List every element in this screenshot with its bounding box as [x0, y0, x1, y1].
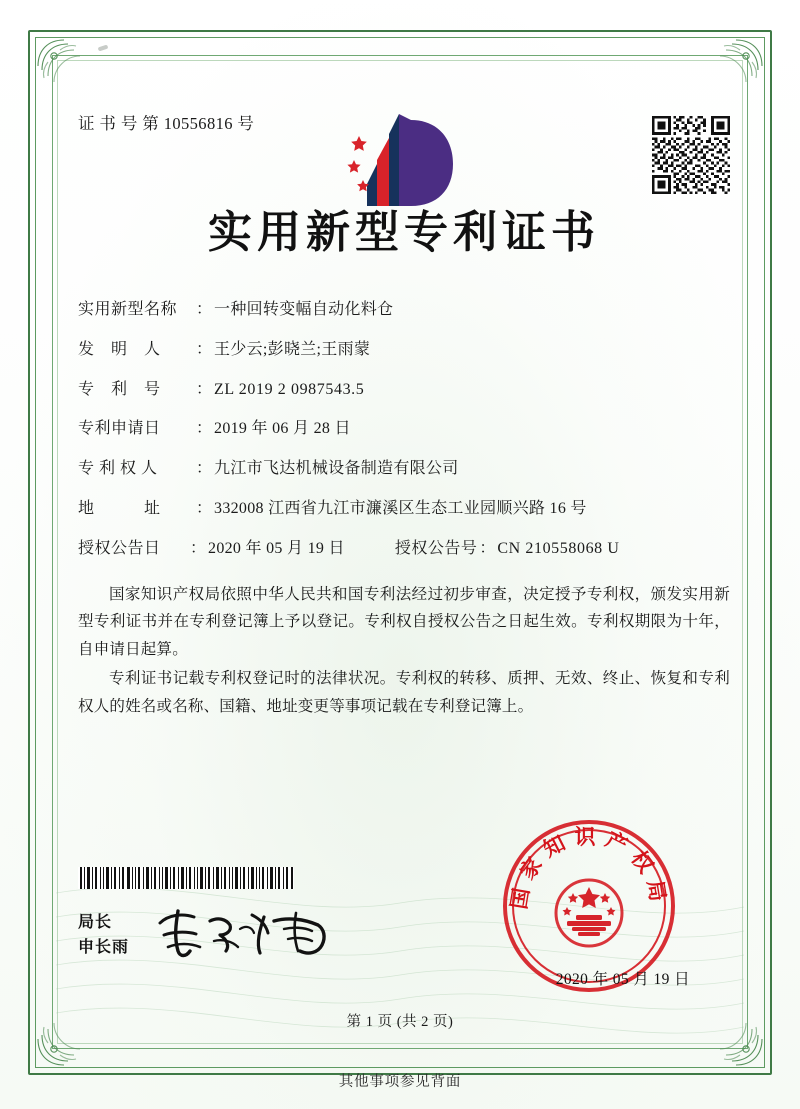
field-value-inventors: 王少云;彭晓兰;王雨蒙 — [214, 340, 371, 358]
field-label-invention-name: 实用新型名称 — [78, 301, 178, 318]
field-label-patentee: 专 利 权 人 — [78, 460, 158, 478]
field-colon-address: ： — [196, 499, 213, 517]
seal-arc-text: 国家知识产权局 — [506, 825, 672, 911]
field-colon-invention-name: ： — [196, 301, 213, 318]
field-value-grant-date: 2020 年 05 月 19 日 — [208, 539, 345, 557]
field-colon-grant-date: ： — [190, 539, 207, 557]
signature-name: 申长雨 — [78, 939, 130, 957]
page-number: 第 1 页 (共 2 页) — [346, 1014, 454, 1030]
field-label-grant-date: 授权公告日 — [78, 539, 161, 557]
patent-fields — [78, 302, 730, 558]
field-value-publication-number: CN 210558068 U — [497, 539, 620, 557]
field-value-application-date: 2019 年 06 月 28 日 — [214, 420, 351, 438]
field-colon-inventors: ： — [196, 340, 213, 358]
handwritten-signature-icon — [152, 905, 342, 961]
field-row-grant-publication — [78, 541, 730, 558]
qr-code-icon — [652, 116, 730, 194]
field-label-publication-number: 授权公告号 — [394, 539, 478, 557]
field-row-patentee — [78, 461, 730, 478]
field-label-patent-number: 专 利 号 — [78, 380, 161, 398]
signature-block — [78, 911, 129, 961]
field-row-invention-name — [78, 302, 730, 319]
field-label-address: 地 址 — [78, 499, 161, 517]
field-group-publication-number — [395, 541, 620, 558]
field-value-patent-number: ZL 2019 2 0987543.5 — [214, 380, 365, 398]
corner-ornament-bottom-left — [34, 995, 108, 1069]
corner-ornament-bottom-right — [692, 995, 766, 1069]
footer-note: 其他事项参见背面 — [338, 1074, 462, 1090]
field-colon-patentee: ： — [196, 460, 213, 478]
field-label-inventors: 发 明 人 — [78, 340, 161, 358]
signature-title: 局长 — [78, 914, 113, 932]
legal-paragraph-2: 专利证书记载专利权登记时的法律状况。专利权的转移、质押、无效、终止、恢复和专利权人的姓名或名称、国籍、地址变更等事项记载在专利登记簿上。 — [78, 670, 730, 715]
field-colon-patent-number: ： — [196, 380, 213, 398]
field-colon-application-date: ： — [196, 420, 213, 438]
field-row-application-date — [78, 421, 730, 438]
field-value-invention-name: 一种回转变幅自动化料仓 — [214, 301, 394, 318]
field-value-patentee: 九江市飞达机械设备制造有限公司 — [214, 460, 459, 478]
field-row-address — [78, 501, 730, 518]
field-value-address: 332008 江西省九江市濂溪区生态工业园顺兴路 16 号 — [214, 499, 587, 517]
field-label-application-date: 专利申请日 — [78, 420, 161, 438]
certificate-number: 证 书 号 第 10556816 号 — [78, 114, 255, 133]
legal-text — [78, 581, 730, 721]
page-title: 实用新型专利证书 — [208, 208, 600, 257]
barcode-icon — [78, 867, 294, 889]
legal-paragraph-1: 国家知识产权局依照中华人民共和国专利法经过初步审查，决定授予专利权，颁发实用新型专利证书并在专利登记簿上予以登记。专利权自授权公告之日起生效。专利权期限为十年，自申请日起算。 — [78, 585, 730, 658]
seal-date: 2020 年 05 月 19 日 — [555, 971, 690, 988]
field-row-inventors — [78, 342, 730, 359]
patent-office-logo-icon — [339, 110, 469, 210]
certificate-content — [78, 96, 730, 722]
field-row-patent-number — [78, 382, 730, 399]
field-colon-publication-number: ： — [479, 539, 496, 557]
